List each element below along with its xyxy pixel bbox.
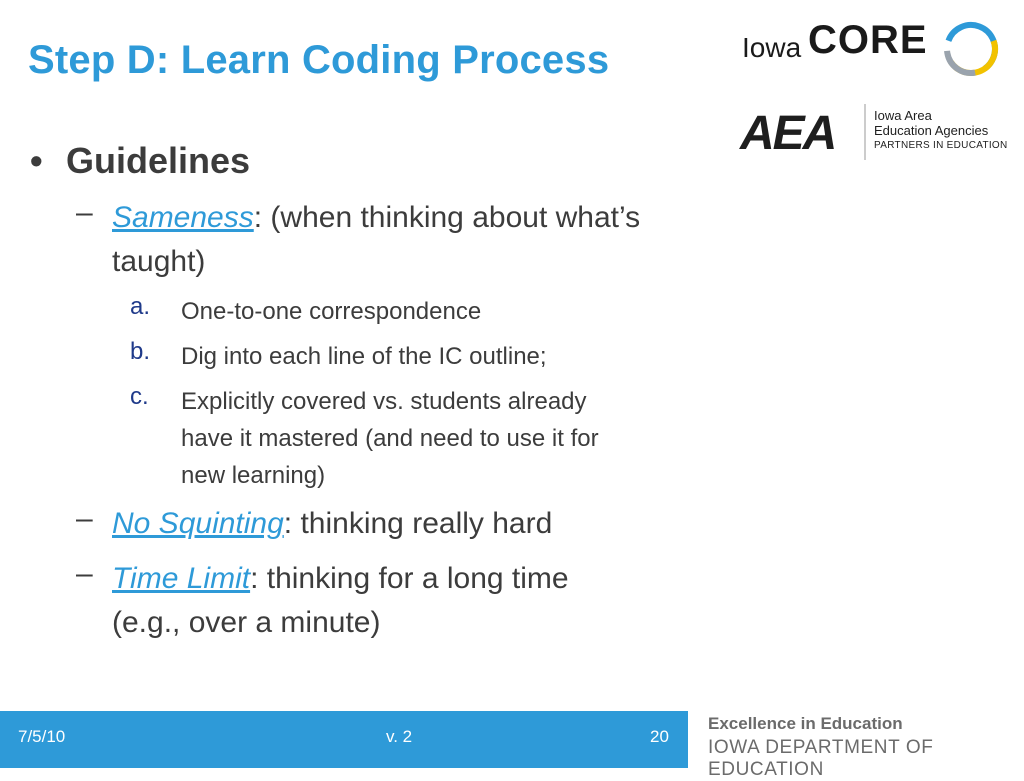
footer-bar	[0, 711, 688, 768]
bullet-marker: •	[30, 140, 43, 181]
footer-department: IOWA DEPARTMENT OF EDUCATION	[708, 737, 934, 780]
aea-logo-text	[874, 108, 1008, 153]
footer-version: v. 2	[386, 727, 413, 746]
dash-marker: –	[76, 502, 93, 535]
sameness-description: : (when thinking about what’s taught)	[112, 201, 641, 278]
guideline-no-squinting	[112, 502, 672, 546]
iowa-core-ring-icon	[938, 18, 1004, 80]
aea-logo-line2: Education Agencies	[874, 123, 989, 138]
footer-tagline: Excellence in Education	[708, 714, 903, 733]
term-no-squinting[interactable]: No Squinting	[112, 507, 284, 540]
term-time-limit[interactable]: Time Limit	[112, 562, 251, 595]
time-limit-description: : thinking for a long time (e.g., over a minute)	[112, 562, 569, 639]
iowa-core-logo	[740, 14, 1010, 84]
subitem-a-label: a.	[130, 293, 151, 320]
aea-logo-divider	[864, 104, 866, 160]
subitem-c-label: c.	[130, 383, 149, 410]
aea-logo-line3: PARTNERS IN EDUCATION	[874, 140, 1008, 151]
guideline-sameness	[112, 196, 672, 284]
footer-page-number: 20	[650, 727, 669, 746]
subitem-b-text: Dig into each line of the IC outline;	[181, 343, 547, 370]
subitem-b-label: b.	[130, 338, 151, 365]
dash-marker: –	[76, 196, 93, 229]
subitem-a-text: One-to-one correspondence	[181, 298, 482, 325]
term-sameness[interactable]: Sameness	[112, 201, 254, 234]
no-squinting-description: : thinking really hard	[283, 507, 553, 540]
slide-title: Step D: Learn Coding Process	[28, 38, 610, 82]
aea-logo-line1: Iowa Area	[874, 108, 932, 123]
aea-logo	[740, 104, 1020, 160]
iowa-core-logo-core: CORE	[808, 18, 928, 62]
footer-date: 7/5/10	[18, 727, 66, 746]
bullet-guidelines-text: Guidelines	[66, 140, 251, 181]
iowa-core-logo-iowa: Iowa	[742, 32, 802, 63]
aea-logo-mark: AEA	[740, 107, 836, 160]
dash-marker: –	[76, 557, 93, 590]
guideline-time-limit	[112, 557, 612, 645]
subitem-c-text: Explicitly covered vs. students already have it mastered (and need to use it for new learning)	[181, 388, 599, 489]
